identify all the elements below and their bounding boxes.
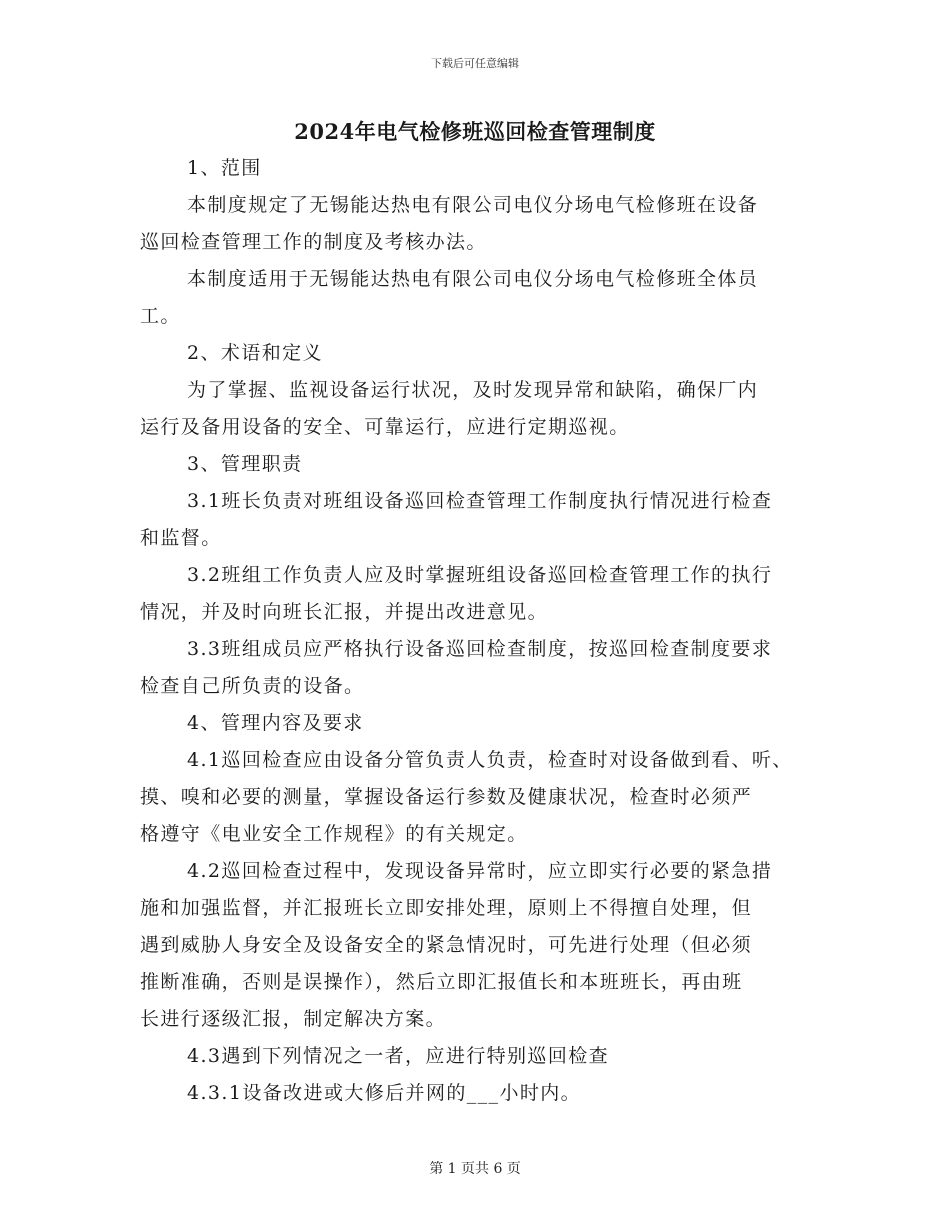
text-line: 遇到威胁人身安全及设备安全的紧急情况时，可先进行处理（但必须	[140, 934, 753, 956]
text-line: 和监督。	[140, 527, 222, 549]
page-footer: 第 1 页共 6 页	[429, 1161, 521, 1177]
text-line: 摸、嗅和必要的测量，掌握设备运行参数及健康状况，检查时必须严	[140, 786, 753, 808]
text-line: 3.2班组工作负责人应及时掌握班组设备巡回检查管理工作的执行	[187, 564, 773, 586]
text-line: 3、管理职责	[187, 453, 303, 475]
text-line: 4.1巡回检查应由设备分管负责人负责，检查时对设备做到看、听、	[187, 749, 793, 771]
text-line: 3.1班长负责对班组设备巡回检查管理工作制度执行情况进行检查	[187, 490, 773, 512]
text-line: 巡回检查管理工作的制度及考核办法。	[140, 231, 487, 253]
text-line: 本制度规定了无锡能达热电有限公司电仪分场电气检修班在设备	[187, 194, 759, 216]
text-line: 本制度适用于无锡能达热电有限公司电仪分场电气检修班全体员	[187, 268, 759, 290]
text-line: 4.3遇到下列情况之一者，应进行特别巡回检查	[187, 1045, 610, 1067]
text-line: 格遵守《电业安全工作规程》的有关规定。	[140, 823, 528, 845]
text-line: 2、术语和定义	[187, 342, 323, 364]
text-line: 4.2巡回检查过程中，发现设备异常时，应立即实行必要的紧急措	[187, 860, 773, 882]
text-line: 推断准确，否则是误操作），然后立即汇报值长和本班班长，再由班	[140, 971, 743, 993]
page-header: 下载后可任意编辑	[431, 57, 519, 70]
document-title: 2024年电气检修班巡回检查管理制度	[294, 119, 656, 144]
text-line: 4、管理内容及要求	[187, 712, 364, 734]
text-line: 4.3.1设备改进或大修后并网的___小时内。	[187, 1082, 582, 1104]
text-line: 检查自己所负责的设备。	[140, 675, 365, 697]
text-line: 1、范围	[187, 157, 262, 179]
document-body	[140, 150, 830, 1112]
text-line: 情况，并及时向班长汇报，并提出改进意见。	[140, 601, 549, 623]
text-line: 工。	[140, 305, 181, 327]
text-line: 长进行逐级汇报，制定解决方案。	[140, 1008, 447, 1030]
text-line: 3.3班组成员应严格执行设备巡回检查制度，按巡回检查制度要求	[187, 638, 773, 660]
text-line: 为了掌握、监视设备运行状况，及时发现异常和缺陷，确保厂内	[187, 379, 759, 401]
text-line: 运行及备用设备的安全、可靠运行，应进行定期巡视。	[140, 416, 630, 438]
text-line: 施和加强监督，并汇报班长立即安排处理，原则上不得擅自处理，但	[140, 897, 753, 919]
